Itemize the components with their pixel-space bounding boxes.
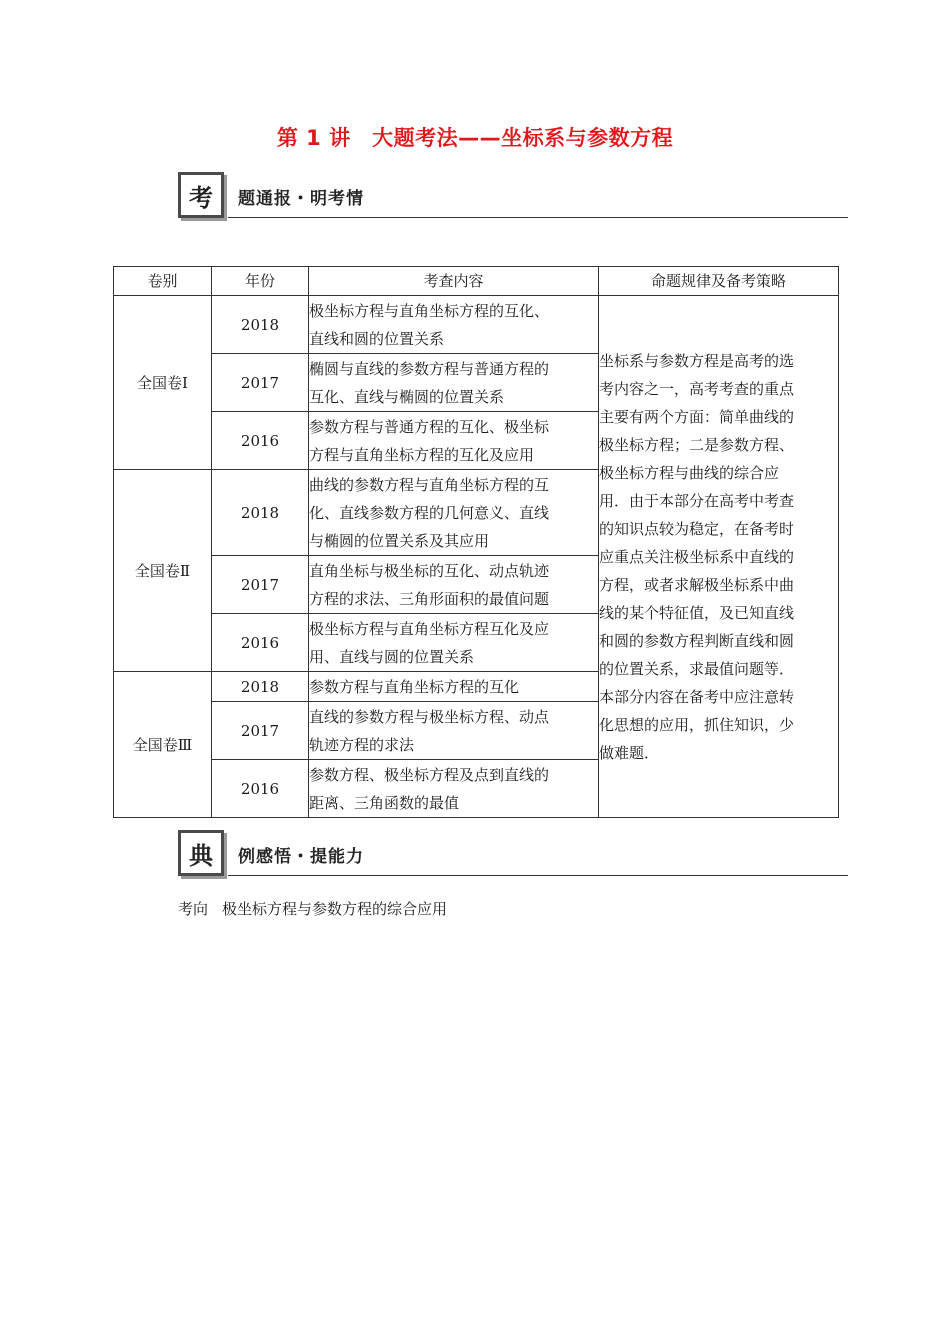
year-cell: 2016 [212, 412, 309, 470]
section-label: 题通报・明考情 [238, 189, 364, 209]
content-cell: 直线的参数方程与极坐标方程、动点 轨迹方程的求法 [309, 702, 599, 760]
paper-name: 全国卷Ⅱ [114, 470, 212, 672]
content-cell: 参数方程与直角坐标方程的互化 [309, 672, 599, 702]
section-divider [228, 875, 848, 876]
topic-text: 极坐标方程与参数方程的综合应用 [222, 900, 448, 918]
content-cell: 椭圆与直线的参数方程与普通方程的 互化、直线与椭圆的位置关系 [309, 354, 599, 412]
year-cell: 2017 [212, 354, 309, 412]
table-row [114, 296, 839, 354]
year-cell: 2017 [212, 556, 309, 614]
year-cell: 2018 [212, 470, 309, 556]
header-year: 年份 [212, 267, 309, 296]
topic-line [178, 898, 447, 919]
content-cell: 参数方程、极坐标方程及点到直线的 距离、三角函数的最值 [309, 760, 599, 818]
year-cell: 2016 [212, 760, 309, 818]
table-header-row [114, 267, 839, 296]
section-header-examples [178, 830, 848, 878]
content-cell: 极坐标方程与直角坐标方程的互化、 直线和圆的位置关系 [309, 296, 599, 354]
section-label: 例感悟・提能力 [238, 847, 364, 867]
header-content: 考查内容 [309, 267, 599, 296]
year-cell: 2017 [212, 702, 309, 760]
year-cell: 2016 [212, 614, 309, 672]
year-cell: 2018 [212, 296, 309, 354]
header-strategy: 命题规律及备考策略 [599, 267, 839, 296]
strategy-cell: 坐标系与参数方程是高考的选 考内容之一，高考考查的重点 主要有两个方面：简单曲线的 极坐标方程；二是参数方程、 极坐标方程与曲线的综合应 用．由于本部分在高考中考查 的知识点较为稳定，在备考时 应重点关注极坐标系中直线的 方程，或者求解极坐标系中曲 线的某个特征值，及已知直线 和圆的参数方程判断直线和圆 的位置关系，求最值问题等． 本部分内容在备考中应注意转 化思想的应用，抓住知识，少 做难题． [599, 296, 839, 818]
content-cell: 曲线的参数方程与直角坐标方程的互 化、直线参数方程的几何意义、直线 与椭圆的位置关系及其应用 [309, 470, 599, 556]
section-badge: 典 [178, 830, 224, 876]
content-cell: 直角坐标与极坐标的互化、动点轨迹 方程的求法、三角形面积的最值问题 [309, 556, 599, 614]
paper-name: 全国卷Ⅲ [114, 672, 212, 818]
section-divider [228, 217, 848, 218]
exam-table [113, 266, 839, 818]
paper-name: 全国卷Ⅰ [114, 296, 212, 470]
topic-prefix: 考向 [178, 900, 209, 918]
content-cell: 参数方程与普通方程的互化、极坐标 方程与直角坐标方程的互化及应用 [309, 412, 599, 470]
section-badge: 考 [178, 172, 224, 218]
page-title: 第 1 讲 大题考法——坐标系与参数方程 [276, 126, 674, 150]
year-cell: 2018 [212, 672, 309, 702]
section-header-exam-overview [178, 172, 848, 220]
header-paper: 卷别 [114, 267, 212, 296]
content-cell: 极坐标方程与直角坐标方程互化及应 用、直线与圆的位置关系 [309, 614, 599, 672]
